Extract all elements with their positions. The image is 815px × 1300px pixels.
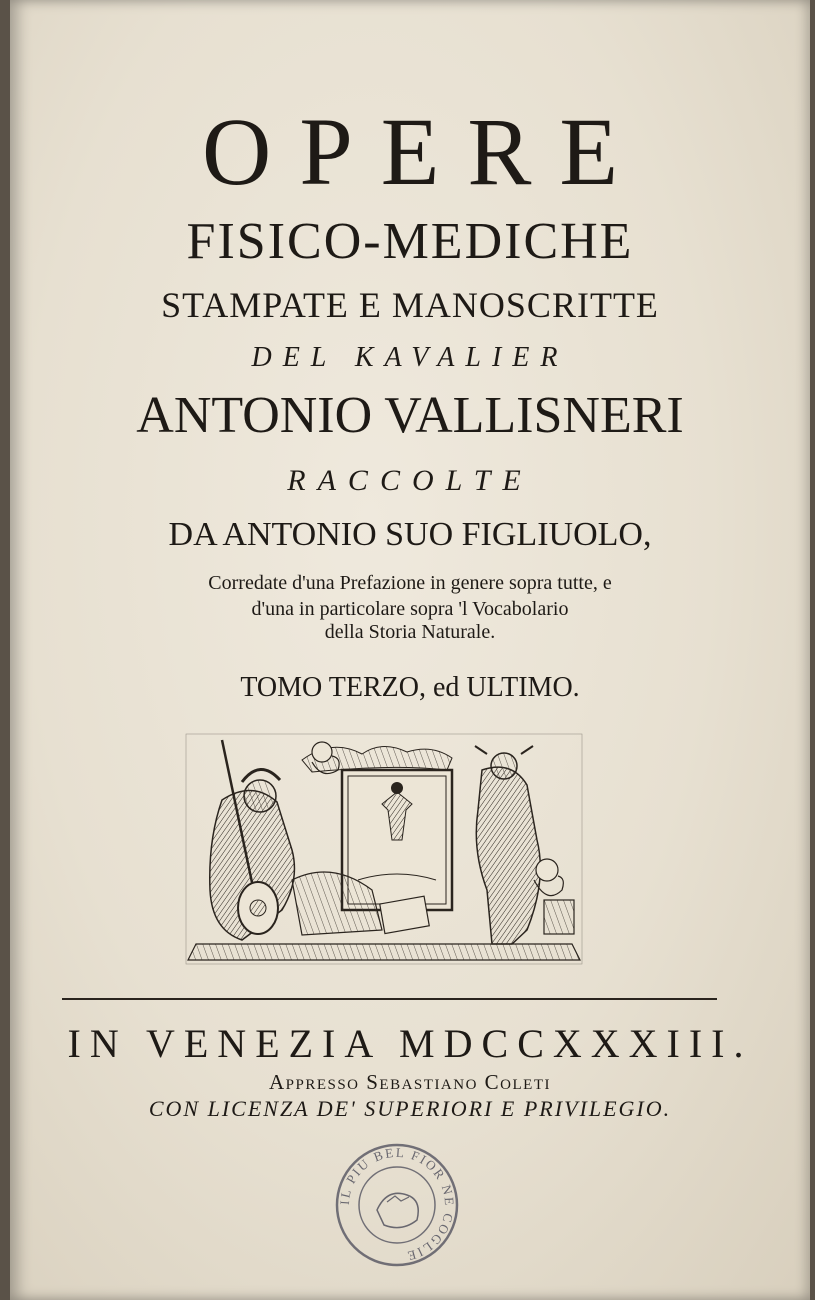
volume-line: TOMO TERZO, ed ULTIMO. [240, 672, 580, 703]
imprint-license: CON LICENZA DE' SUPERIORI E PRIVILEGIO. [148, 1096, 672, 1121]
subtitle-kavalier: DEL KAVALIER [251, 342, 569, 373]
library-stamp-seal [332, 1140, 462, 1270]
author-name: ANTONIO VALLISNERI [136, 387, 684, 444]
imprint-printer: Appresso Sebastiano Coleti [268, 1070, 552, 1094]
title-page [10, 0, 810, 1300]
editor-line: DA ANTONIO SUO FIGLIUOLO, [168, 516, 652, 553]
engraving-illustration [182, 730, 586, 968]
subtitle-raccolte: RACCOLTE [287, 464, 533, 497]
description-line-1: Corredate d'una Prefazione in genere sopra tutte, e [208, 572, 612, 594]
description-line-2: d'una in particolare sopra 'l Vocabolario [251, 598, 569, 620]
svg-text:IL PIU BEL FIOR NE COGLIE: IL PIU BEL FIOR NE COGLIE [336, 1144, 458, 1265]
horizontal-rule [62, 998, 717, 1000]
title-fisico-mediche: FISICO-MEDICHE [186, 213, 634, 270]
title-opere: OPERE [201, 98, 647, 205]
subtitle-stampate: STAMPATE E MANOSCRITTE [161, 285, 659, 325]
imprint-place-date: IN VENEZIA MDCCXXXIII. [67, 1021, 753, 1066]
description-line-3: della Storia Naturale. [324, 621, 496, 643]
